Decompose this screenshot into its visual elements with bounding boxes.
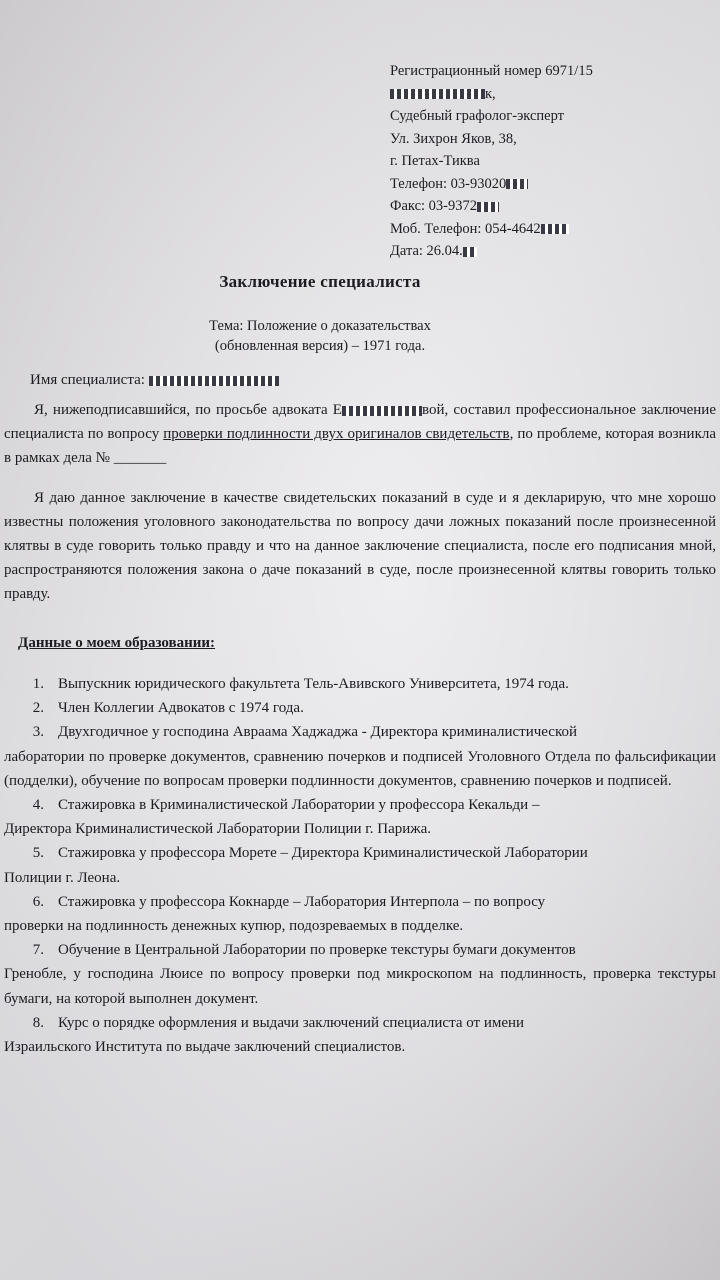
redaction [541, 224, 569, 234]
item-text: Курс о порядке оформления и выдачи заключений специалиста от имени [58, 1014, 525, 1031]
item-number: 3. [32, 724, 44, 741]
redaction [477, 202, 499, 212]
document-topic: Тема: Положение о доказательствах (обновленная версия) – 1971 года. [209, 318, 431, 354]
underlined-phrase: проверки подлинности двух оригиналов свидетельств [163, 426, 510, 442]
item-number: 5. [32, 845, 44, 862]
expert-role: Судебный графолог-эксперт [390, 108, 565, 124]
education-item [4, 696, 716, 720]
document-title: Заключение специалиста [219, 272, 421, 291]
item-number: 1. [32, 676, 44, 692]
item-number: 2. [32, 700, 44, 717]
education-item [4, 720, 716, 793]
item-number: 6. [32, 893, 44, 910]
item-text: Член Коллегии Адвокатов с 1974 года. [58, 700, 304, 717]
education-item [4, 1011, 716, 1059]
education-item [4, 890, 716, 938]
intro-paragraph: Я, нижеподписавшийся, по просьбе адвоката Е вой, составил профессиональное заключение специалиста по вопросу проверки подлинности двух оригиналов свидетельств, по проблеме, которая возникла в рамках дела № _______ [4, 402, 716, 466]
item-text: Обучение в Центральной Лаборатории по проверке текстуры бумаги документов [58, 942, 576, 959]
education-item [4, 841, 716, 889]
item-text: Стажировка у профессора Кокнарде – Лаборатория Интерпола – по вопросу [58, 893, 546, 910]
redaction [149, 376, 279, 386]
header-block [390, 60, 720, 263]
item-continuation: Гренобле, у господина Люисе по вопросу проверки под микроскопом на подлинность, проверка текстуры бумаги, на которой выполнен документ. [4, 966, 716, 1007]
address-street: Ул. Зихрон Яков, 38, [390, 130, 517, 147]
item-continuation: Директора Криминалистической Лаборатории Полиции г. Парижа. [4, 821, 432, 838]
date: Дата: 26.04. [390, 240, 720, 263]
specialist-name: Имя специалиста: [30, 372, 279, 389]
item-continuation: Полиции г. Леона. [4, 869, 121, 886]
declaration-paragraph: Я даю данное заключение в качестве свидетельских показаний в суде и я декларирую, что мне хорошо известны положения уголовного законодательства по вопросу дачи ложных показаний после произнесенной клятвы в суде говорить только правду и что на данное заключение специалиста, после его подписания мной, распространяются положения закона о даче показаний в суде, после произнесенной клятвы говорить только правду. [4, 490, 716, 602]
fax: Факс: 03-9372 [390, 195, 720, 218]
phone: Телефон: 03-93020 [390, 173, 720, 196]
item-text: Двухгодичное у господина Авраама Хаджаджа - Директора криминалистической [58, 724, 578, 741]
item-number: 7. [32, 942, 44, 959]
redaction [506, 179, 528, 189]
redaction [342, 406, 422, 416]
education-item [4, 672, 716, 696]
address-city: г. Петах-Тиква [390, 153, 480, 169]
item-continuation: лаборатории по проверке документов, сравнению почерков и подписей Уголовного Отдела по фальсификации (подделки), обучение по вопросам проверки подлинности документов, сравнению почерков и подписей. [4, 748, 716, 789]
item-number: 4. [32, 797, 44, 814]
redaction [390, 89, 485, 99]
education-heading: Данные о моем образовании: [18, 635, 216, 651]
expert-name: к, [390, 83, 720, 106]
education-item [4, 793, 716, 841]
item-number: 8. [32, 1014, 44, 1031]
mobile-phone: Моб. Телефон: 054-4642 [390, 218, 720, 241]
registration-number: Регистрационный номер 6971/15 [390, 63, 593, 79]
item-continuation: проверки на подлинность денежных купюр, подозреваемых в подделке. [4, 918, 464, 935]
education-list [4, 672, 716, 1059]
education-item [4, 938, 716, 1011]
item-text: Стажировка у профессора Морете – Директора Криминалистической Лаборатории [58, 845, 588, 862]
item-text: Выпускник юридического факультета Тель-Авивского Университета, 1974 года. [58, 676, 569, 692]
item-text: Стажировка в Криминалистической Лаборатории у профессора Кекальди – [58, 797, 540, 814]
redaction [463, 247, 477, 257]
item-continuation: Израильского Института по выдаче заключений специалистов. [4, 1039, 406, 1056]
